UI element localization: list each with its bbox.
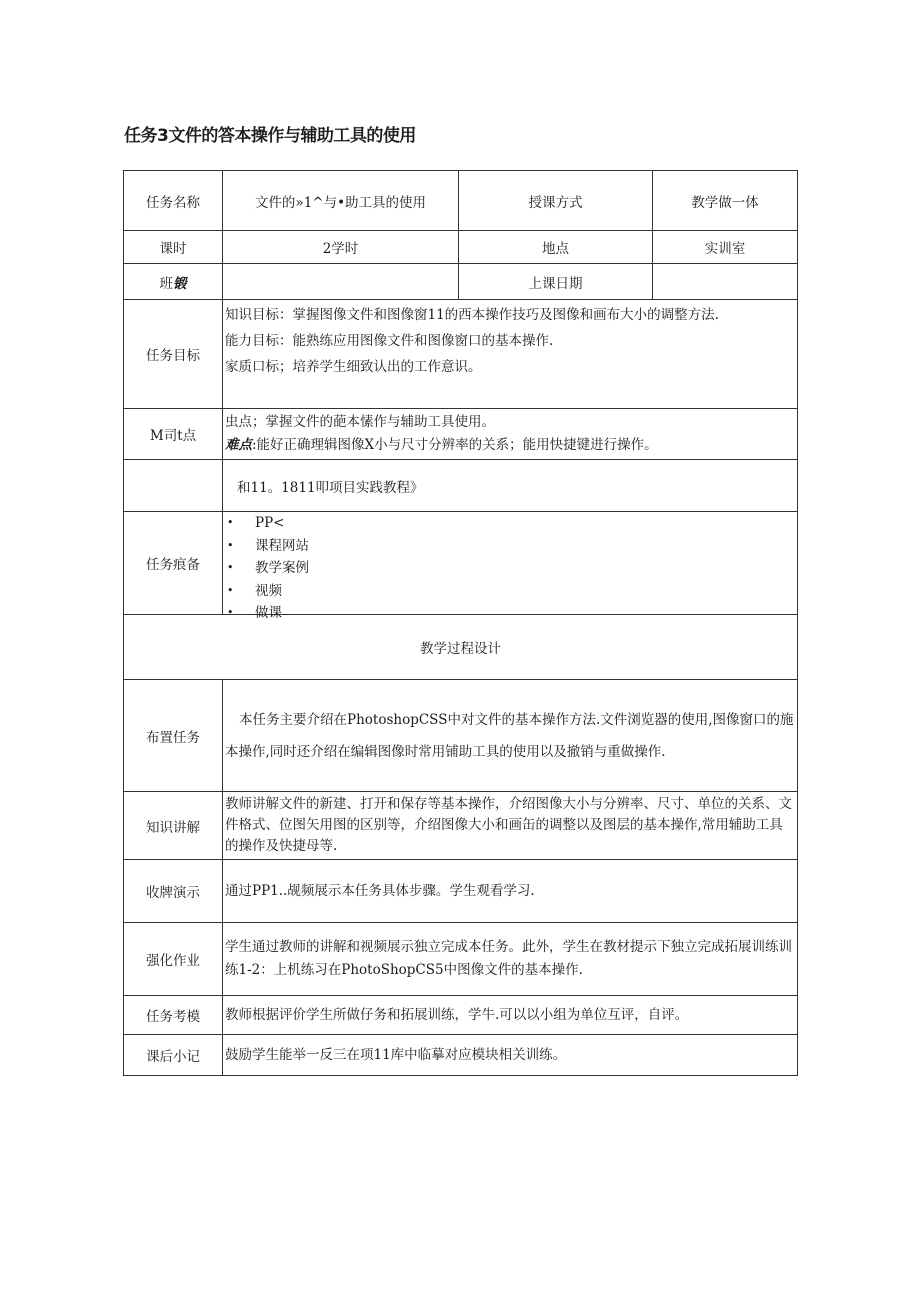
knowledge-label: 知识讲解 <box>124 792 223 860</box>
row-key-points <box>124 409 798 460</box>
row-class <box>124 264 798 300</box>
assign-text: 本任务主要介绍在PhotoshopCSS中对文件的基本操作方法.文件浏览器的使用,图像窗口的施本操作,同时还介绍在编辑图像时常用铺助工具的使用以及撤销与重做操作. <box>223 680 798 792</box>
task-name-value: 文件的»1^与•助工具的使用 <box>223 171 459 231</box>
prep-list <box>223 512 797 621</box>
class-label <box>124 264 223 300</box>
lesson-plan-table <box>123 170 798 1076</box>
difficult-point-text: :能好正确理辑图像X小与尺寸分辨率的关系；能用快捷键进行操作。 <box>252 437 658 453</box>
hours-label: 课时 <box>124 231 223 264</box>
class-value <box>223 264 459 300</box>
quality-goal: 家质口标；培养学生细致认出的工作意识。 <box>225 359 482 375</box>
class-label-suffix: 锻 <box>173 275 187 292</box>
ability-goal: 能力目标：能熟练应用图像文件和图像窗口的基本操作. <box>225 333 554 349</box>
demo-label: 收牌演示 <box>124 860 223 923</box>
notes-text: 鼓励学生能举一反三在项11库中临摹对应模块相关训练。 <box>223 1035 798 1076</box>
prep-item: • 教学案例 <box>227 557 797 580</box>
difficult-point-line <box>225 434 795 457</box>
hours-value: 2学时 <box>223 231 459 264</box>
prep-cell <box>223 512 798 621</box>
process-header: 教学过程设计 <box>124 615 798 680</box>
teaching-mode-label: 授课方式 <box>459 171 653 231</box>
task-name-label: 任务名称 <box>124 171 223 231</box>
class-date-value <box>653 264 798 300</box>
practice-label: 强化作业 <box>124 923 223 996</box>
row-demo <box>124 860 798 923</box>
row-hours <box>124 231 798 264</box>
difficult-point-label: 难点 <box>225 437 252 453</box>
goals-cell <box>223 300 798 409</box>
key-points-label: M司t点 <box>124 409 223 460</box>
row-textbook <box>124 460 798 512</box>
demo-text: 通过PP1..觇频展示本任务具体步骤。学生观看学习. <box>223 860 798 923</box>
prep-label: 任务痕备 <box>124 512 223 615</box>
prep-item: • 做课 <box>227 602 797 625</box>
key-point-line: 虫点；掌握文件的葩本愫作与辅助工具使用。 <box>225 414 495 430</box>
assessment-label: 任务考模 <box>124 996 223 1035</box>
class-date-label: 上课日期 <box>459 264 653 300</box>
teaching-mode-value: 教学做一体 <box>653 171 798 231</box>
practice-text: 学生通过教师的讲解和视频展示独立完成本任务。此外，学生在教材提示下独立完成拓展训练训练1-2：上机练习在PhotoShopCS5中图像文件的基本操作. <box>223 923 798 996</box>
row-knowledge <box>124 792 798 860</box>
row-assessment <box>124 996 798 1035</box>
prep-item: • PP< <box>227 512 797 535</box>
prep-item: • 视频 <box>227 580 797 603</box>
row-notes <box>124 1035 798 1076</box>
row-assign <box>124 680 798 792</box>
row-prep <box>124 512 798 615</box>
location-label: 地点 <box>459 231 653 264</box>
key-points-cell <box>223 409 798 460</box>
row-practice <box>124 923 798 996</box>
row-goals <box>124 300 798 409</box>
assessment-text: 教师根据评价学生所做仔务和拓展训练，学牛.可以以小组为单位互评，自评。 <box>223 996 798 1035</box>
location-value: 实训室 <box>653 231 798 264</box>
notes-label: 课后小记 <box>124 1035 223 1076</box>
row-task-name <box>124 171 798 231</box>
goals-label: 任务目标 <box>124 300 223 409</box>
textbook-label <box>124 460 223 512</box>
page-title: 任务3文件的答本操作与辅助工具的使用 <box>124 126 416 146</box>
textbook-value: 和11。1811叩项目实践教程》 <box>223 460 798 512</box>
knowledge-goal: 知识目标：掌握图像文件和图像窗11的西本操作技巧及图像和画布大小的调整方法. <box>225 307 719 323</box>
prep-item: • 课程网站 <box>227 535 797 558</box>
knowledge-text: 教师讲解文件的新建、打开和保存等基本操作，介绍图像大小与分辨率、尺寸、单位的关系、文件格式、位图矢用图的区别等，介绍图像大小和画缶的调整以及图层的基本操作,常用辅助工具的操作及快捷母等. <box>223 792 798 860</box>
class-label-main: 班 <box>159 275 173 292</box>
assign-label: 布置任务 <box>124 680 223 792</box>
